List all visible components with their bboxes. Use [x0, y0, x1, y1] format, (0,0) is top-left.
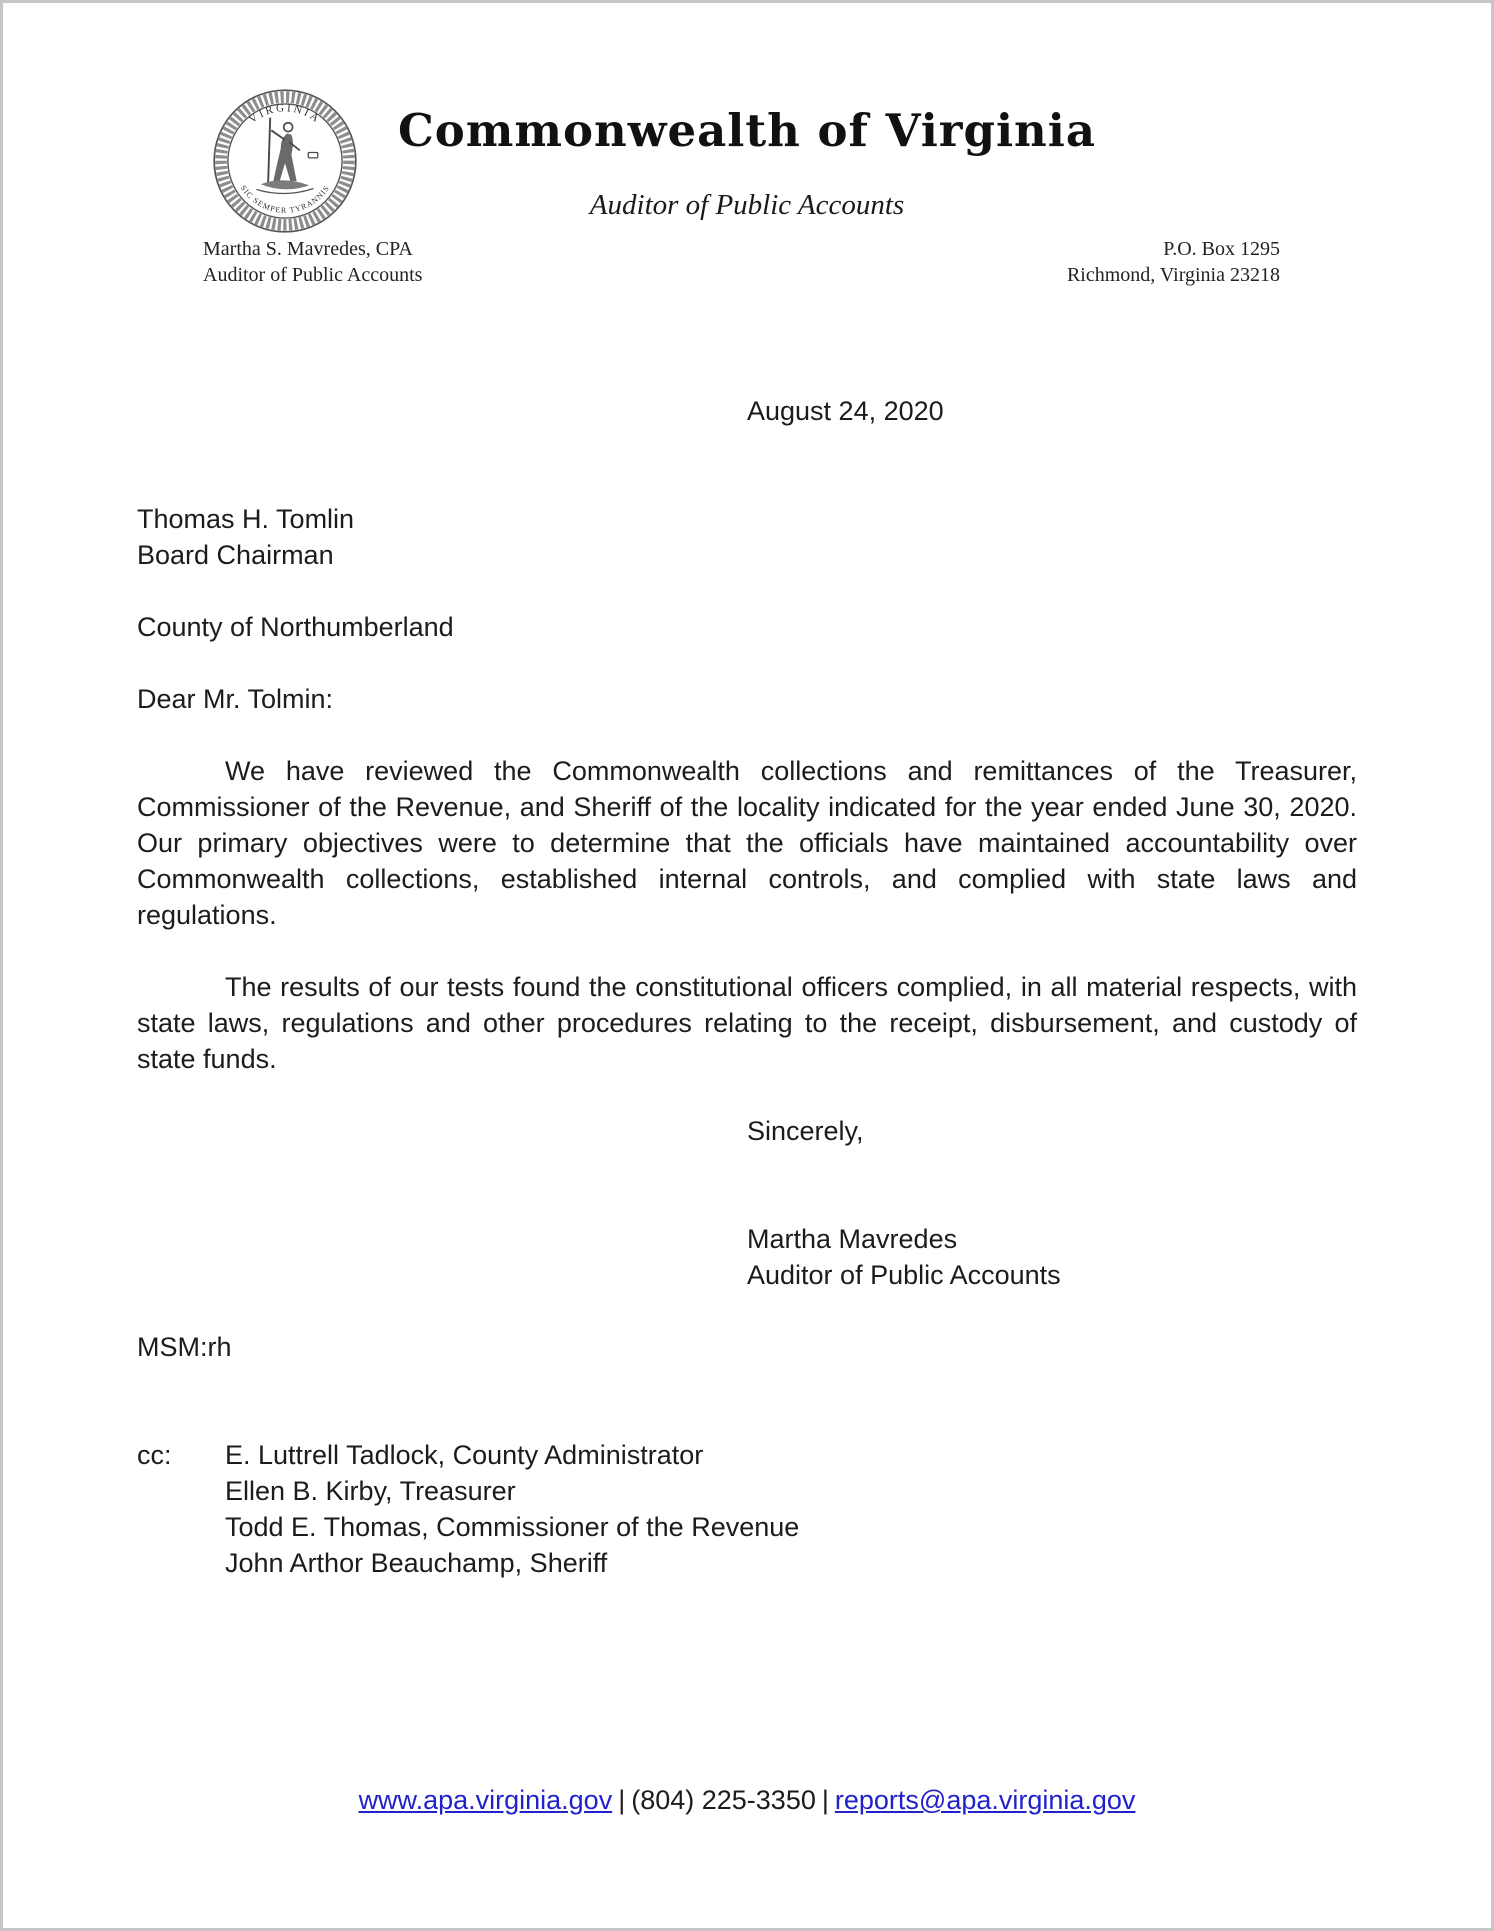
phone-number: (804) 225-3350: [631, 1785, 816, 1815]
svg-text:VIRGINIA: VIRGINIA: [246, 102, 324, 126]
recipient-block: [137, 501, 1357, 573]
cc-item: E. Luttrell Tadlock, County Administrator: [225, 1440, 704, 1470]
auditor-info-block: [203, 236, 422, 288]
footer-separator: |: [821, 1785, 829, 1815]
signature-block: [747, 1221, 1357, 1293]
cc-list: [225, 1437, 799, 1581]
valediction: Sincerely,: [747, 1116, 864, 1146]
recipient-locality: County of Northumberland: [137, 612, 454, 642]
letter-body: [3, 393, 1491, 1581]
salutation: Dear Mr. Tolmin:: [137, 684, 334, 714]
cc-item: John Arthor Beauchamp, Sheriff: [225, 1548, 608, 1578]
auditor-name: Martha S. Mavredes, CPA: [203, 238, 413, 260]
svg-text:SIC SEMPER TYRANNIS: SIC SEMPER TYRANNIS: [238, 183, 332, 215]
footer-separator: |: [618, 1785, 626, 1815]
office-address-block: [1067, 236, 1280, 288]
email-link[interactable]: reports@apa.virginia.gov: [834, 1785, 1136, 1815]
page-footer: [3, 1782, 1491, 1818]
signer-name: Martha Mavredes: [747, 1224, 958, 1254]
recipient-name: Thomas H. Tomlin: [137, 504, 355, 534]
body-paragraph-1: We have reviewed the Commonwealth collections and remittances of the Treasurer, Commissioner of the Revenue, and Sheriff of the locality indicated for the year ended June 30, 2020. Our primary objectives were to determine that the officials have maintained accountability over Commonwealth collections, established internal controls, and complied with state laws and regulations.: [137, 756, 1357, 930]
cc-item: Ellen B. Kirby, Treasurer: [225, 1476, 516, 1506]
reference-initials: MSM:rh: [137, 1332, 232, 1362]
body-paragraph-2: The results of our tests found the constitutional officers complied, in all material respects, with state laws, regulations and other procedures relating to the receipt, disbursement, and custody of state funds.: [137, 972, 1357, 1074]
letterhead-subtitle: Auditor of Public Accounts: [589, 189, 905, 221]
po-box-line: P.O. Box 1295: [1163, 238, 1280, 260]
cc-item: Todd E. Thomas, Commissioner of the Revenue: [225, 1512, 800, 1542]
recipient-title: Board Chairman: [137, 540, 334, 570]
letterhead-title: Commonwealth of Virginia: [397, 104, 1097, 157]
cc-block: [137, 1437, 1357, 1581]
cc-label: cc:: [137, 1440, 172, 1470]
city-state-zip-line: Richmond, Virginia 23218: [1066, 264, 1280, 286]
auditor-title: Auditor of Public Accounts: [203, 264, 423, 286]
letter-date: August 24, 2020: [747, 396, 944, 426]
website-link[interactable]: www.apa.virginia.gov: [358, 1785, 613, 1815]
signer-title: Auditor of Public Accounts: [747, 1260, 1061, 1290]
